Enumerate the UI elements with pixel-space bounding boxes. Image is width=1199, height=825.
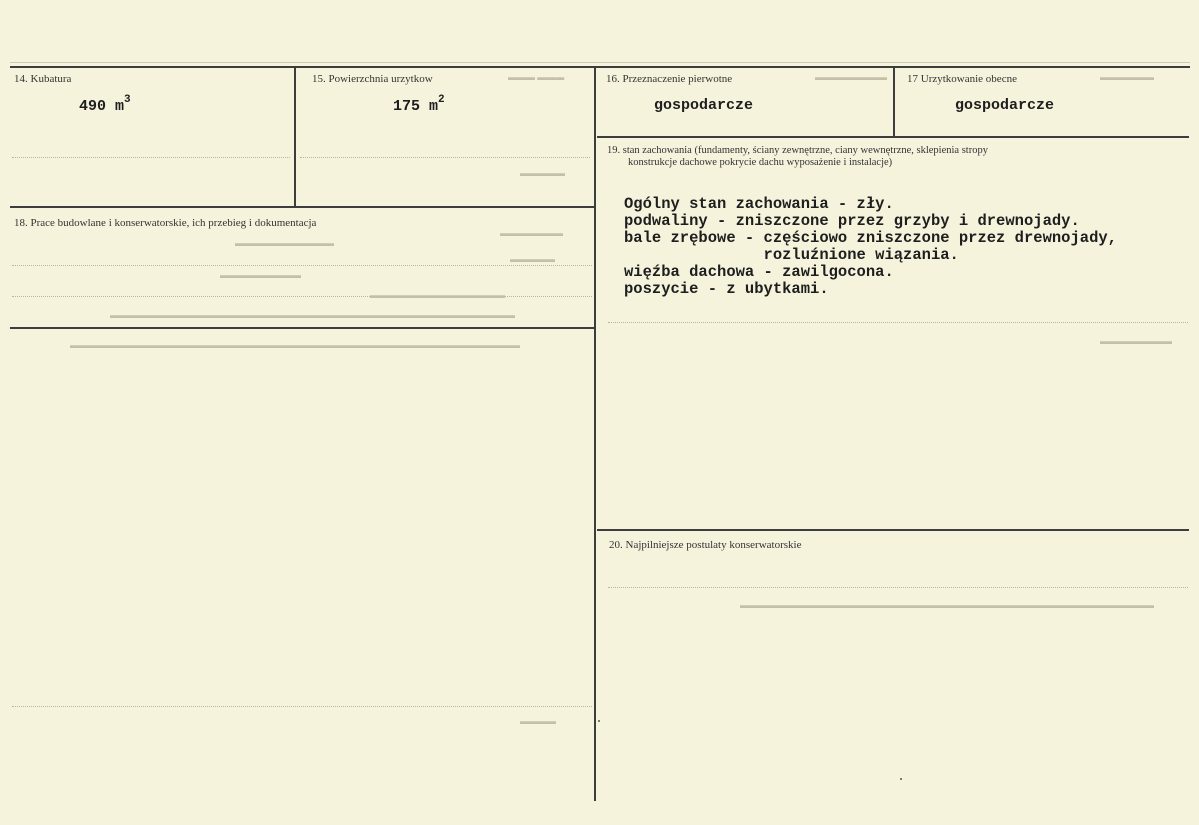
field-14-number: 490 m — [79, 98, 125, 115]
field-19-label-line1: 19. stan zachowania (fundamenty, ściany zewnętrzne, ciany wewnętrzne, sklepienia stropy — [607, 145, 988, 156]
bleed-through-text: ▬▬▬▬▬▬▬ — [500, 228, 563, 238]
field-16-value: gospodarcze — [654, 97, 754, 114]
bleed-through-text: ▬▬▬▬▬▬ — [1100, 72, 1154, 82]
dotted-line — [608, 322, 1188, 323]
field-19-label-line2: konstrukcje dachowe pokrycie dachu wyposażenie i instalacje) — [628, 157, 893, 168]
bleed-through-text: ▬▬▬ ▬▬▬ — [508, 72, 565, 82]
bleed-through-text: ▬▬▬▬▬▬▬▬▬▬▬ — [235, 238, 334, 248]
dotted-line — [12, 706, 592, 707]
rule-under-18-header — [10, 327, 596, 329]
field-17-value: gospodarcze — [955, 97, 1055, 114]
bleed-through-text: ▬▬▬▬▬▬▬▬▬▬▬▬▬▬▬▬▬▬▬▬▬▬▬▬▬▬▬▬▬▬▬▬▬▬▬▬▬▬▬▬▬▬▬▬▬▬ — [740, 600, 1154, 610]
condition-line: więźba dachowa - zawilgocona. — [624, 263, 894, 281]
bleed-through-text: ▬▬▬▬▬▬▬▬▬ — [220, 270, 301, 280]
field-15-number: 175 m — [393, 98, 439, 115]
condition-line: poszycie - z ubytkami. — [624, 280, 829, 298]
field-15-value — [393, 96, 445, 115]
stray-mark — [598, 720, 600, 722]
condition-line: bale zrębowe - częściowo zniszczone przez drewnojady, — [624, 229, 1117, 247]
dotted-line — [12, 296, 592, 297]
center-divider — [594, 66, 596, 801]
dotted-line — [300, 157, 590, 158]
top-rule — [10, 66, 1190, 68]
bleed-line — [10, 62, 1190, 63]
bleed-through-text: ▬▬▬▬▬▬▬▬▬▬▬▬▬▬▬ — [370, 290, 505, 300]
dotted-line — [12, 265, 592, 266]
condition-line: podwaliny - zniszczone przez grzyby i drewnojady. — [624, 212, 1080, 230]
field-15-label: 15. Powierzchnia urzytkow — [312, 73, 433, 85]
rule-above-20 — [597, 529, 1189, 531]
bleed-through-text: ▬▬▬▬▬▬▬▬▬▬▬▬▬▬▬▬▬▬▬▬▬▬▬▬▬▬▬▬▬▬▬▬▬▬▬▬▬▬▬▬▬▬▬▬▬ — [110, 310, 515, 320]
field-14-label: 14. Kubatura — [14, 73, 72, 85]
stray-mark — [900, 778, 902, 780]
field-14-unit-sup: 3 — [124, 94, 131, 106]
field-20-label: 20. Najpilniejsze postulaty konserwatorskie — [609, 539, 802, 551]
bleed-through-text: ▬▬▬▬▬ — [510, 254, 555, 264]
dotted-line — [608, 587, 1188, 588]
rule-under-14-15 — [10, 206, 596, 208]
bleed-through-text: ▬▬▬▬ — [520, 716, 556, 726]
bleed-through-text: ▬▬▬▬▬▬▬▬▬▬▬▬▬▬▬▬▬▬▬▬▬▬▬▬▬▬▬▬▬▬▬▬▬▬▬▬▬▬▬▬▬▬▬▬▬▬▬▬▬▬ — [70, 340, 520, 350]
condition-line: Ogólny stan zachowania - zły. — [624, 195, 894, 213]
field-16-label: 16. Przeznaczenie pierwotne — [606, 73, 733, 85]
field-15-unit-sup: 2 — [438, 94, 445, 106]
bleed-through-text: ▬▬▬▬▬▬▬▬ — [1100, 336, 1172, 346]
divider-16-17 — [893, 66, 895, 138]
bleed-through-text: ▬▬▬▬▬▬▬▬ — [815, 72, 887, 82]
field-14-value — [79, 96, 131, 115]
divider-14-15 — [294, 66, 296, 208]
condition-line: rozluźnione wiązania. — [624, 246, 959, 264]
field-17-label: 17 Urzytkowanie obecne — [907, 73, 1017, 85]
field-18-label: 18. Prace budowlane i konserwatorskie, ich przebieg i dokumentacja — [14, 217, 317, 229]
bleed-through-text: ▬▬▬▬▬ — [520, 168, 565, 178]
dotted-line — [12, 157, 290, 158]
